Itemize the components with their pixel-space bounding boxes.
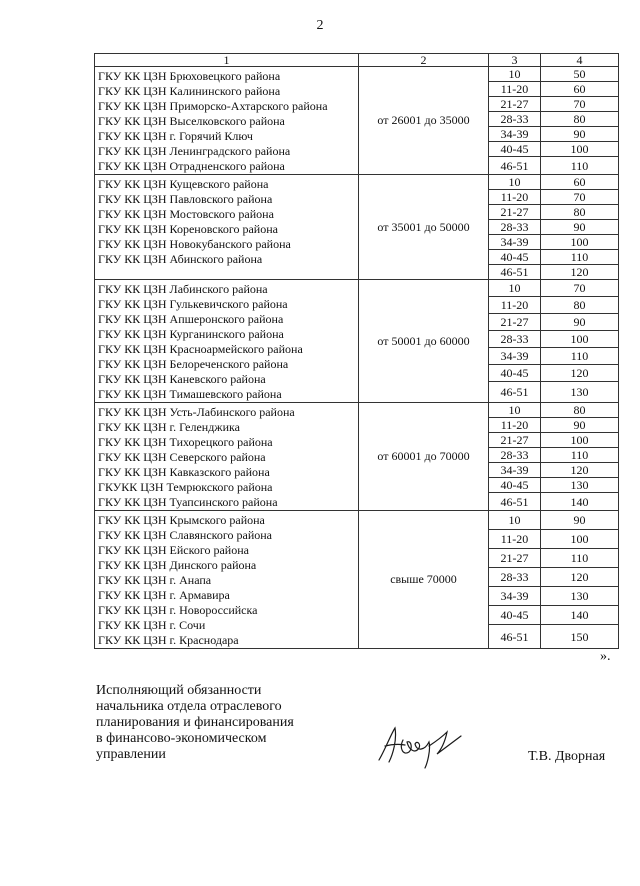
amount-cell: 90 [541,314,619,331]
district-name: ГКУ КК ЦЗН г. Геленджика [98,420,240,434]
amount-cell: 100 [541,433,619,448]
range-cell: 21-27 [489,314,541,331]
district-name: ГКУ КК ЦЗН г. Сочи [98,618,206,632]
amount-cell: 60 [541,82,619,97]
district-name: ГКУ КК ЦЗН Брюховецкого района [98,69,281,83]
district-name: ГКУ КК ЦЗН Усть-Лабинского района [98,405,295,419]
allowance-table [94,53,619,649]
district-list [95,280,359,403]
salary-range: от 35001 до 50000 [359,175,489,280]
range-cell: 11-20 [489,190,541,205]
range-cell: 11-20 [489,418,541,433]
range-cell: 34-39 [489,127,541,142]
district-name: ГКУ КК ЦЗН Кущевского района [98,177,269,191]
closing-quote: ». [600,649,611,664]
district-name: ГКУ КК ЦЗН Белореченского района [98,357,289,371]
district-name: ГКУКК ЦЗН Темрюкского района [98,480,273,494]
table-row [95,511,619,530]
amount-cell: 140 [541,606,619,625]
district-name: ГКУ КК ЦЗН Северского района [98,450,266,464]
district-name: ГКУ КК ЦЗН Выселковского района [98,114,285,128]
range-cell: 28-33 [489,220,541,235]
range-cell: 40-45 [489,250,541,265]
signer-title-line: управлении [96,747,166,762]
range-cell: 46-51 [489,493,541,511]
district-name: ГКУ КК ЦЗН Красноармейского района [98,342,303,356]
range-cell: 10 [489,511,541,530]
district-name: ГКУ КК ЦЗН Кавказского района [98,465,270,479]
district-list [95,511,359,649]
district-name: ГКУ КК ЦЗН г. Новороссийска [98,603,258,617]
salary-range: свыше 70000 [359,511,489,649]
district-name: ГКУ КК ЦЗН Ейского района [98,543,249,557]
amount-cell: 120 [541,568,619,587]
district-name: ГКУ КК ЦЗН Ленинградского района [98,144,291,158]
range-cell: 21-27 [489,97,541,112]
amount-cell: 60 [541,175,619,190]
district-name: ГКУ КК ЦЗН Лабинского района [98,282,268,296]
range-cell: 40-45 [489,365,541,382]
amount-cell: 110 [541,448,619,463]
page-number: 2 [316,18,324,33]
district-name: ГКУ КК ЦЗН Абинского района [98,252,263,266]
range-cell: 34-39 [489,463,541,478]
range-cell: 10 [489,67,541,82]
range-cell: 28-33 [489,448,541,463]
range-cell: 40-45 [489,478,541,493]
district-name: ГКУ КК ЦЗН Гулькевичского района [98,297,288,311]
district-name: ГКУ КК ЦЗН Новокубанского района [98,237,291,251]
amount-cell: 80 [541,403,619,418]
amount-cell: 90 [541,511,619,530]
range-cell: 46-51 [489,157,541,175]
district-name: ГКУ КК ЦЗН Туапсинского района [98,495,278,509]
district-name: ГКУ КК ЦЗН г. Армавира [98,588,230,602]
district-name: ГКУ КК ЦЗН Тимашевского района [98,387,282,401]
district-name: ГКУ КК ЦЗН г. Краснодара [98,633,239,647]
amount-cell: 110 [541,250,619,265]
amount-cell: 80 [541,297,619,314]
table-row [95,403,619,418]
signer-name: Т.В. Дворная [528,749,606,764]
amount-cell: 130 [541,382,619,403]
district-name: ГКУ КК ЦЗН г. Горячий Ключ [98,129,253,143]
amount-cell: 80 [541,112,619,127]
table-row [95,280,619,297]
range-cell: 11-20 [489,530,541,549]
amount-cell: 70 [541,280,619,297]
range-cell: 21-27 [489,433,541,448]
range-cell: 21-27 [489,549,541,568]
district-name: ГКУ КК ЦЗН г. Анапа [98,573,212,587]
signer-title-line: планирования и финансирования [96,715,294,730]
district-name: ГКУ КК ЦЗН Мостовского района [98,207,274,221]
header-col-3: 3 [489,54,541,67]
amount-cell: 100 [541,142,619,157]
handwritten-signature [375,720,465,770]
amount-cell: 110 [541,157,619,175]
amount-cell: 70 [541,97,619,112]
range-cell: 11-20 [489,82,541,97]
salary-range: от 26001 до 35000 [359,67,489,175]
signer-title-line: Исполняющий обязанности [96,683,262,698]
amount-cell: 70 [541,190,619,205]
amount-cell: 50 [541,67,619,82]
table-row [95,67,619,82]
amount-cell: 120 [541,265,619,280]
district-list [95,403,359,511]
salary-range: от 50001 до 60000 [359,280,489,403]
range-cell: 46-51 [489,265,541,280]
table-row [95,175,619,190]
range-cell: 40-45 [489,142,541,157]
range-cell: 21-27 [489,205,541,220]
range-cell: 11-20 [489,297,541,314]
range-cell: 34-39 [489,235,541,250]
district-name: ГКУ КК ЦЗН Апшеронского района [98,312,284,326]
district-name: ГКУ КК ЦЗН Приморско-Ахтарского района [98,99,328,113]
signer-title-line: начальника отдела отраслевого [96,699,282,714]
amount-cell: 120 [541,463,619,478]
range-cell: 28-33 [489,112,541,127]
range-cell: 46-51 [489,625,541,649]
amount-cell: 110 [541,549,619,568]
amount-cell: 110 [541,348,619,365]
range-cell: 34-39 [489,348,541,365]
amount-cell: 80 [541,205,619,220]
district-name: ГКУ КК ЦЗН Павловского района [98,192,273,206]
range-cell: 10 [489,403,541,418]
amount-cell: 100 [541,331,619,348]
amount-cell: 120 [541,365,619,382]
amount-cell: 150 [541,625,619,649]
district-list [95,67,359,175]
district-name: ГКУ КК ЦЗН Отрадненского района [98,159,285,173]
header-row [95,54,619,67]
amount-cell: 100 [541,530,619,549]
signer-title-line: в финансово-экономическом [96,731,267,746]
range-cell: 10 [489,175,541,190]
district-name: ГКУ КК ЦЗН Крымского района [98,513,265,527]
header-col-1: 1 [95,54,359,67]
amount-cell: 90 [541,418,619,433]
district-name: ГКУ КК ЦЗН Каневского района [98,372,266,386]
header-col-2: 2 [359,54,489,67]
range-cell: 34-39 [489,587,541,606]
district-name: ГКУ КК ЦЗН Динского района [98,558,257,572]
salary-range: от 60001 до 70000 [359,403,489,511]
range-cell: 40-45 [489,606,541,625]
signer-title [96,683,294,763]
amount-cell: 100 [541,235,619,250]
header-col-4: 4 [541,54,619,67]
range-cell: 10 [489,280,541,297]
amount-cell: 140 [541,493,619,511]
amount-cell: 90 [541,220,619,235]
range-cell: 28-33 [489,331,541,348]
district-name: ГКУ КК ЦЗН Кореновского района [98,222,278,236]
district-name: ГКУ КК ЦЗН Калининского района [98,84,281,98]
district-name: ГКУ КК ЦЗН Славянского района [98,528,272,542]
range-cell: 28-33 [489,568,541,587]
amount-cell: 130 [541,587,619,606]
amount-cell: 90 [541,127,619,142]
district-name: ГКУ КК ЦЗН Курганинского района [98,327,284,341]
range-cell: 46-51 [489,382,541,403]
district-list [95,175,359,280]
amount-cell: 130 [541,478,619,493]
district-name: ГКУ КК ЦЗН Тихорецкого района [98,435,273,449]
